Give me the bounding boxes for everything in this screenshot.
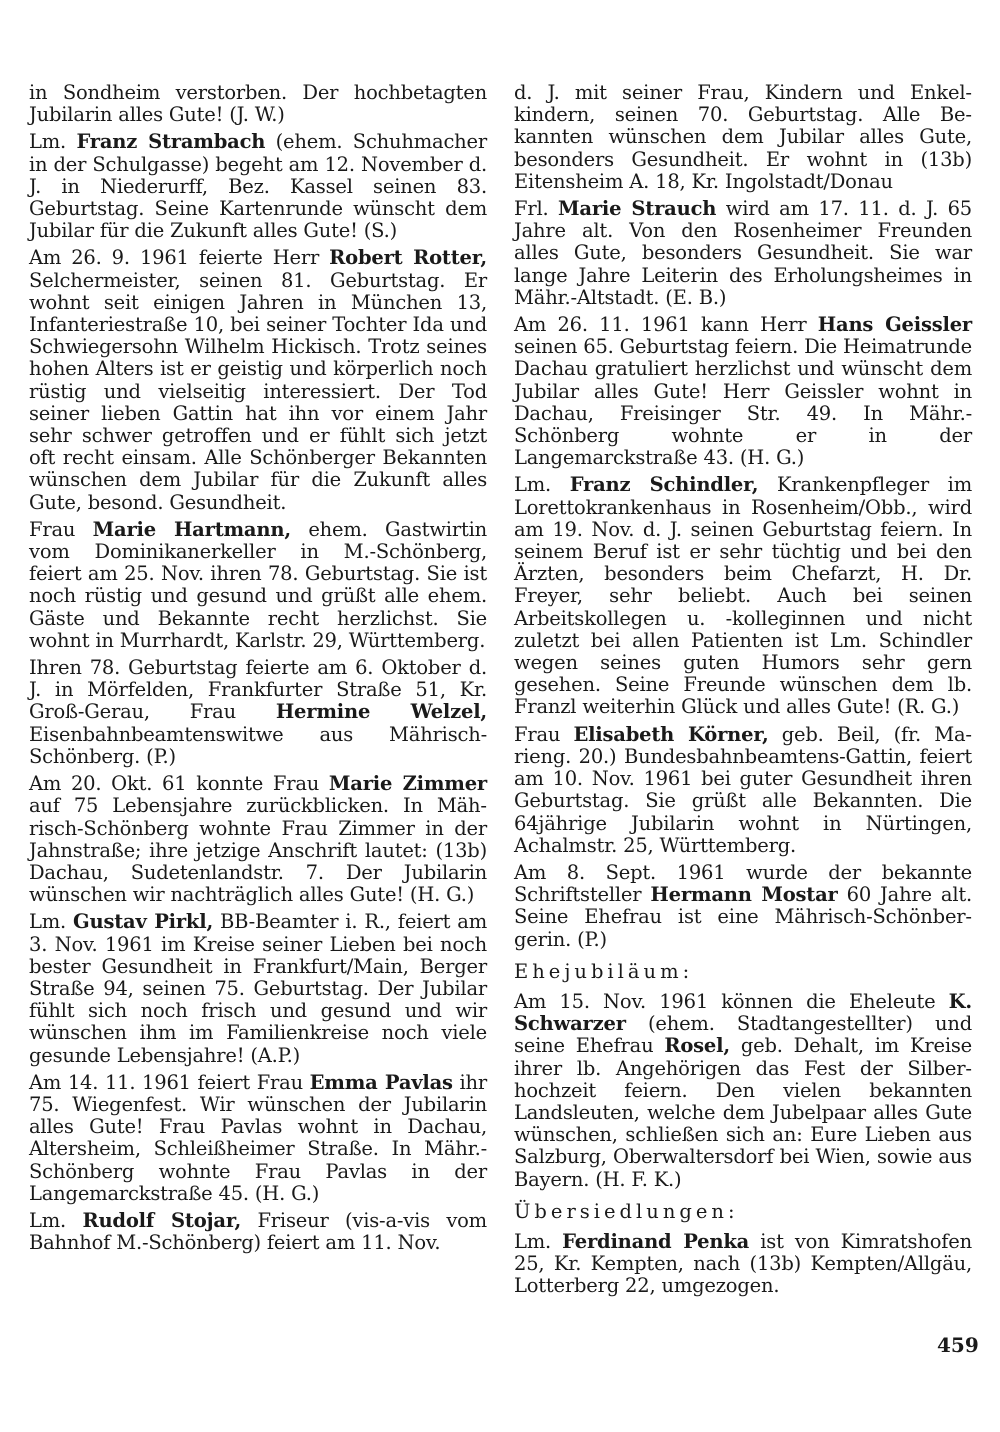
paragraph-text: Lm. [514, 1229, 563, 1253]
left-column [29, 82, 487, 1259]
paragraph-text: Eisenbahnbeamtenswitwe aus Mährisch-Schönberg. (P.) [29, 722, 487, 768]
announcement-paragraph [514, 314, 972, 469]
paragraph-text: geb. Dehalt, im Kreise ihrer lb. Angehörigen das Fest der Silberhochzeit feiern. Den vielen bekannten Landsleuten, welche dem Jubelpaar alles Gute wünschen, schließen sich an: Eure Lieben aus Salzburg, Oberwaltersdorf bei Wien, sowie aus Bayern. (H. F. K.) [514, 1034, 972, 1191]
paragraph-text: in Sondheim verstorben. Der hochbetagten Jubilarin alles Gute! (J. W.) [29, 81, 487, 127]
announcement-paragraph [29, 911, 487, 1066]
paragraph-text: Am 26. 9. 1961 feierte Herr [29, 246, 330, 270]
paragraph-text: Selchermeister, seinen 81. Geburtstag. Er wohnt seit einigen Jahren in München 13, Infanteriestraße 10, bei seiner Tochter Ida und Schwiegersohn Wilhelm Hickisch. Trotz seines hohen Alters ist er geistig und körperlich noch rüstig und vielseitig interessiert. Der Tod seiner lieben Gattin hat ihn vor einem Jahr sehr schwer getroffen und er fühlt sich jetzt oft recht einsam. Alle Schönberger Bekannten wünschen dem Jubilar für die Zukunft alles Gute, besond. Gesundheit. [29, 268, 487, 514]
paragraph-text: Ihren 78. Geburtstag feierte am 6. Oktober d. J. in Mörfelden, Frankfurter Straße 51, Kr. Groß-Gerau, Frau [29, 656, 487, 724]
person-name: Marie Zimmer [328, 772, 487, 796]
announcement-paragraph [29, 657, 487, 768]
paragraph-text: ihr 75. Wiegenfest. Wir wünschen der Jubilarin alles Gute! Frau Pavlas wohnt in Dachau, Altersheim, Schleißheimer Straße. In Mähr.-Schönberg wohnte Frau Pavlas in der Langemarckstraße 45. (H. G.) [29, 1070, 488, 1205]
person-name: Rudolf Stojar, [82, 1208, 242, 1232]
paragraph-text: Am 26. 11. 1961 kann Herr [514, 313, 818, 337]
paragraph-text: geb. Beil, (fr. Marieng. 20.) Bundesbahnbeamtens-Gattin, feiert am 10. Nov. 1961 bei guter Gesundheit ihren Geburtstag. Sie grüßt alle Bekannten. Die 64jährige Jubilarin wohnt in Nürtingen, Achalmstr. 25, Württemberg. [514, 722, 972, 857]
paragraph-text: Lm. [29, 130, 77, 154]
paragraph-text: Lm. [514, 473, 570, 497]
marriage-paragraphs [514, 991, 972, 1191]
announcement-paragraph [514, 82, 972, 193]
announcement-paragraph [514, 991, 972, 1191]
paragraph-text: BB-Beamter i. R., feiert am 3. Nov. 1961 im Kreise seiner Lieben bei noch bester Gesundheit in Frankfurt/Main, Berger Straße 94, seinen 75. Geburtstag. Der Jubilar fühlt sich noch frisch und gesund und wir wünschen ihm im Familienkreise noch viele gesunde Lebensjahre! (A.P.) [29, 910, 487, 1067]
paragraph-text: ehem. Gastwirtin vom Dominikanerkeller in M.-Schönberg, feiert am 25. Nov. ihren 78. Geburtstag. Sie ist noch rüstig und gesund und grüßt alle ehem. Gäste und Bekannte recht herzlichst. Sie wohnt in Murrhardt, Karlstr. 29, Württemberg. [29, 517, 487, 652]
paragraph-text: Am 20. Okt. 61 konnte Frau [29, 772, 329, 796]
announcement-paragraph [514, 474, 972, 718]
announcement-paragraph [29, 247, 487, 513]
paragraph-text: Krankenpfleger im Lorettokrankenhaus in Rosenheim/Obb., wird am 19. Nov. d. J. seinen Geburtstag feiern. In seinem Beruf ist er sehr tüchtig und bei den Ärzten, besonders beim Chefarzt, H. Dr. Freyer, sehr beliebt. Auch bei seinen Arbeitskollegen u. -kolleginnen und nicht zuletzt bei allen Patienten ist Lm. Schindler wegen seines guten Humors sehr gern gesehen. Seine Freunde wünschen dem lb. Franzl weiterhin Glück und alles Gute! (R. G.) [514, 473, 972, 719]
right-column [514, 82, 972, 1303]
person-name: Franz Strambach [76, 130, 266, 154]
person-name: Hermann Mostar [650, 883, 838, 907]
paragraph-text: Am 14. 11. 1961 feiert Frau [29, 1070, 310, 1094]
person-name: Marie Hartmann, [92, 517, 291, 541]
paragraph-text: Lm. [29, 910, 74, 934]
paragraph-text: Frau [514, 722, 574, 746]
right-paragraphs [514, 82, 972, 951]
person-name: Emma Pavlas [309, 1070, 453, 1094]
person-name: Franz Schindler, [569, 473, 759, 497]
paragraph-text: 60 Jahre alt. Seine Ehefrau ist eine Mährisch-Schönbergerin. (P.) [514, 883, 973, 951]
person-name: Hans Geissler [817, 313, 972, 337]
left-paragraphs [29, 82, 487, 1254]
announcement-paragraph [514, 198, 972, 309]
person-name: Elisabeth Körner, [573, 722, 769, 746]
announcement-paragraph [514, 1231, 972, 1298]
paragraph-text: auf 75 Lebensjahre zurückblicken. In Mährisch-Schönberg wohnte Frau Zimmer in der Jahnstraße; ihre jetzige Anschrift lautet: (13b) Dachau, Sudetenlandstr. 7. Der Jubilarin wünschen wir nachträglich alles Gute! (H. G.) [29, 794, 487, 907]
announcement-paragraph [29, 773, 487, 906]
person-name: Hermine Welzel, [275, 700, 488, 724]
section-heading-marriage-jubilee: Ehejubiläum: [514, 959, 694, 983]
person-name: Ferdinand Penka [562, 1229, 750, 1253]
person-name: Rosel, [664, 1034, 730, 1058]
paragraph-text: d. J. mit seiner Frau, Kindern und Enkelkindern, seinen 70. Geburtstag. Alle Bekannten wünschen dem Jubilar alles Gute, besonders Gesundheit. Er wohnt in (13b) Eitensheim A. 18, Kr. Ingolstadt/Donau [514, 81, 972, 193]
person-name: Robert Rotter, [329, 246, 487, 270]
section-heading-relocations: Übersiedlungen: [514, 1199, 739, 1223]
paragraph-text: seinen 65. Geburtstag feiern. Die Heimatrunde Dachau gratuliert herzlichst und wünscht dem Jubilar alles Gute! Herr Geissler wohnt in Dachau, Freisinger Str. 49. In Mähr.-Schönberg wohnte er in der Langemarckstraße 43. (H. G.) [514, 335, 972, 470]
paragraph-text: Lm. [29, 1208, 83, 1232]
announcement-paragraph [29, 82, 487, 126]
announcement-paragraph [29, 131, 487, 242]
paragraph-text: Frau [29, 517, 93, 541]
paragraph-text: Friseur (vis-a-vis vom Bahnhof M.-Schönberg) feiert am 11. Nov. [29, 1208, 487, 1255]
person-name: Gustav Pirkl, [73, 910, 214, 934]
announcement-paragraph [514, 862, 972, 951]
announcement-paragraph [29, 519, 487, 652]
announcement-paragraph [29, 1072, 487, 1205]
announcement-paragraph [29, 1210, 487, 1254]
paragraph-text: Am 15. Nov. 1961 können die Eheleute [514, 989, 949, 1013]
paragraph-text: wird am 17. 11. d. J. 65 Jahre alt. Von den Rosenheimer Freunden alles Gute, besonders Gesundheit. Sie war lange Jahre Leiterin des Erholungsheimes in Mähr.-Altstadt. (E. B.) [514, 197, 972, 309]
person-name: K. Schwarzer [514, 989, 972, 1036]
page-number: 459 [937, 1333, 979, 1357]
person-name: Marie Strauch [558, 197, 717, 221]
paragraph-text: ist von Kimratshofen 25, Kr. Kempten, nach (13b) Kempten/Allgäu, Lotterberg 22, umgezogen. [514, 1229, 972, 1298]
announcement-paragraph [514, 724, 972, 857]
paragraph-text: (ehem. Stadtangestellter) und seine Ehefrau [514, 1012, 972, 1058]
paragraph-text: Am 8. Sept. 1961 wurde der bekannte Schriftsteller [514, 860, 972, 907]
relocation-paragraphs [514, 1231, 972, 1298]
paragraph-text: (ehem. Schuhmacher in der Schulgasse) begeht am 12. November d. J. in Niederurff, Bez. Kassel seinen 83. Geburtstag. Seine Kartenrunde wünscht dem Jubilar für die Zukunft alles Gute! (S.) [29, 130, 487, 243]
paragraph-text: Frl. [514, 197, 558, 221]
